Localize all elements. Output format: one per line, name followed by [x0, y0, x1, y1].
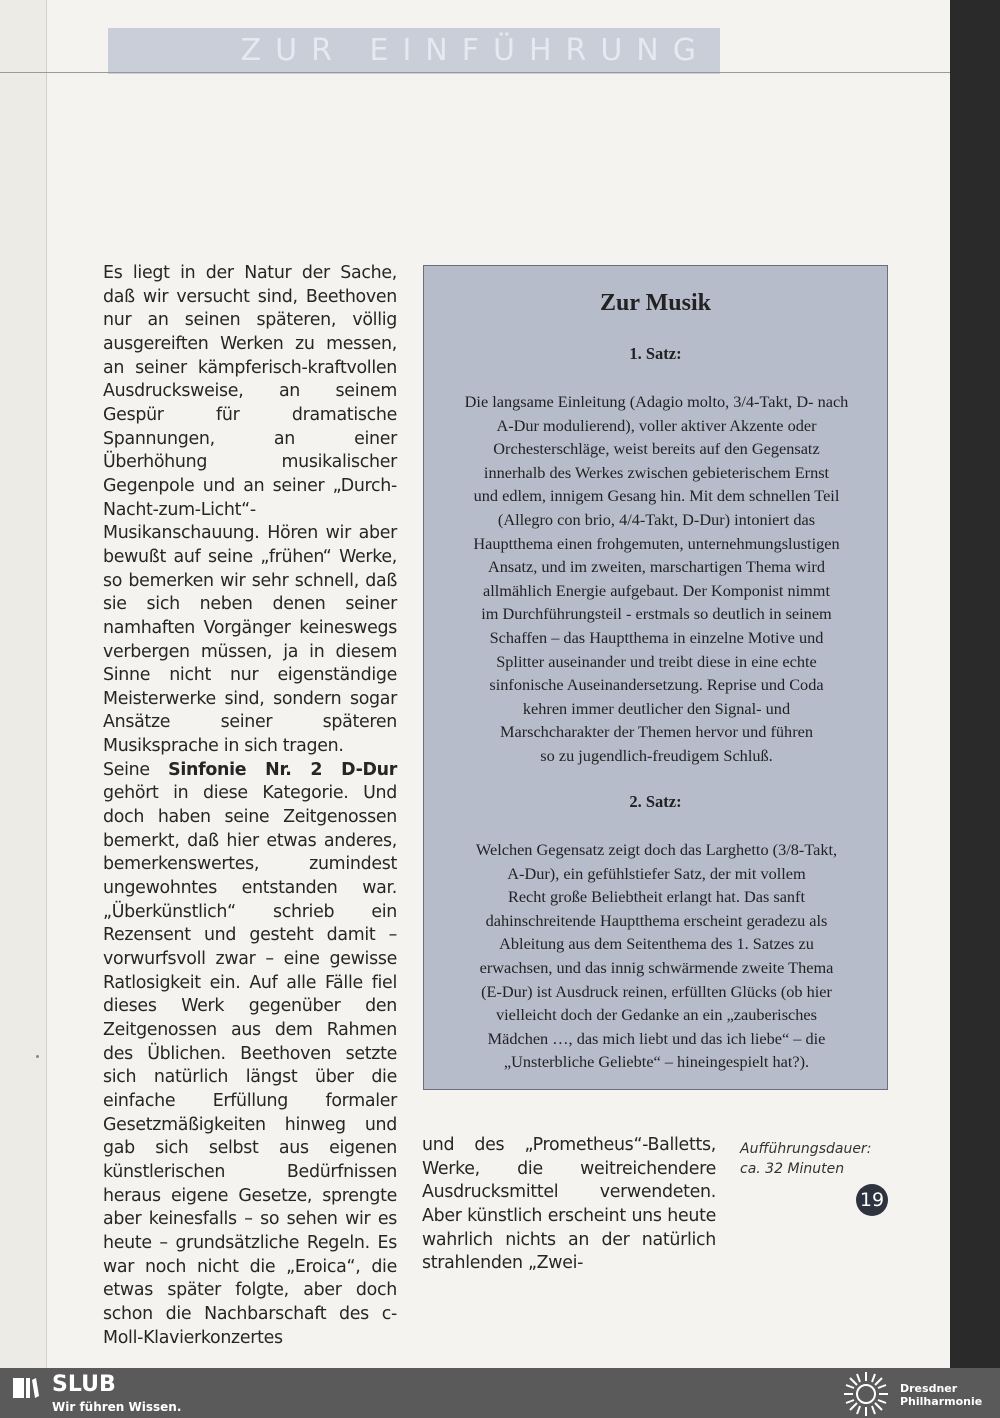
movement-1-line: Hauptthema einen frohgemuten, unternehmungslustigen [473, 533, 840, 553]
movement-1-line: Splitter auseinander und treibt diese in eine echte [496, 651, 817, 671]
right-text-column: und des „Prometheus“-Balletts, Werke, die weitreichendere Ausdrucksmittel verwendeten. Aber künstlich erscheint uns heute wahrlich nichts an der natürlich strahlenden „Zwei- [422, 1135, 716, 1274]
movement-2-line: Welchen Gegensatz zeigt doch das Larghetto (3/8-Takt, [475, 840, 838, 859]
movement-1-line: so zu jugendlich-freudigem Schluß. [540, 745, 773, 765]
movement-1-line: Orchesterschläge, weist bereits auf den Gegensatz [493, 439, 820, 459]
movement-2-heading: 2. Satz: [629, 792, 682, 811]
movement-1-line: Ansatz, und im zweiten, marschartigen Thema wird [488, 557, 825, 577]
duration-label: Aufführungsdauer: [740, 1141, 872, 1157]
philharmonie-sun-icon[interactable] [842, 1370, 890, 1418]
philharmonie-name-line1: Dresdner [900, 1382, 958, 1395]
movement-1-line: im Durchführungsteil - erstmals so deutlich in seinem [481, 604, 832, 624]
movement-1-heading-label: 1. Satz: [629, 344, 682, 363]
movement-2-line: Recht große Beliebtheit erlangt hat. Das sanft [507, 887, 806, 907]
movement-1-line: Schaffen – das Hauptthema in einzelne Motive und [489, 627, 824, 647]
movement-2-line: „Unsterbliche Geliebte“ – hineingespielt hat?). [503, 1052, 810, 1072]
page-number: 19 [856, 1184, 888, 1216]
movement-2-text [438, 838, 875, 1074]
margin-dot [36, 1055, 39, 1058]
duration-value: ca. 32 Minuten [740, 1161, 845, 1177]
box-title: Zur Musik [600, 290, 711, 316]
philharmonie-name-line2: Philharmonie [900, 1395, 983, 1408]
movement-1-line: kehren immer deutlicher den Signal- und [522, 698, 791, 718]
symphony-paragraph [103, 759, 397, 1350]
previous-page-edge [0, 0, 47, 1368]
header-rule [0, 72, 950, 73]
performance-duration [740, 1139, 880, 1179]
running-header: ZUR EINFÜHRUNG [108, 28, 720, 74]
slub-book-icon [12, 1376, 40, 1400]
movement-2-line: Ableitung aus dem Seitenthema des 1. Satzes zu [499, 934, 814, 954]
movement-1-text [438, 390, 875, 768]
symphony-paragraph-start: Seine [103, 759, 169, 780]
movement-1-line: A-Dur modulierend), voller aktiver Akzente oder [496, 415, 817, 435]
movement-2-line: (E-Dur) ist Ausdruck reinen, erfüllten Glücks (ob hier [481, 981, 832, 1001]
symphony-title: Sinfonie Nr. 2 D-Dur [168, 759, 397, 780]
music-info-box [423, 265, 888, 1090]
movement-1-line: (Allegro con brio, 4/4-Takt, D-Dur) intoniert das [497, 509, 816, 529]
slub-logo-text[interactable]: SLUB [52, 1372, 116, 1397]
philharmonie-name [900, 1382, 996, 1408]
movement-1-line: sinfonische Auseinandersetzung. Reprise und Coda [489, 675, 824, 695]
movement-2-line: dahinschreitende Hauptthema erscheint geradezu als [485, 910, 828, 930]
movement-1-line: Die langsame Einleitung (Adagio molto, 3/4-Takt, D- nach [464, 392, 849, 411]
slub-tagline: Wir führen Wissen. [52, 1400, 182, 1414]
left-text-column [103, 262, 397, 1350]
movement-2-line: vielleicht doch der Gedanke an ein „zauberisches [496, 1005, 817, 1025]
intro-paragraph: Es liegt in der Natur der Sache, daß wir versucht sind, Beethoven nur an seinen späteren, völlig ausgereiften Werken zu messen, an seiner kämpferisch-kraftvollen Ausdrucksweise, an seinem Gespür für dramatische Spannungen, an einer Überhöhung musikalischer Gegenpole und an seiner „Durch-Nacht-zum-Licht“-Musikanschauung. Hören wir aber bewußt auf seine „frühen“ Werke, so bemerken wir sehr schnell, daß sie sich neben denen seiner namhaften Vorgänger keineswegs verbergen müssen, ja in diesem Sinne nicht nur eigenständige Meisterwerke sind, sondern sogar Ansätze seiner späteren Musiksprache in sich tragen. [103, 263, 397, 757]
movement-1-line: Marschcharakter der Themen hervor und führen [500, 722, 813, 742]
movement-2-line: erwachsen, und das innig schwärmende zweite Thema [479, 957, 834, 977]
movement-2-line: Mädchen …, das mich liebt und das ich liebe“ – die [487, 1028, 826, 1048]
movement-1-line: und edlem, innigem Gesang hin. Mit dem schnellen Teil [473, 486, 840, 506]
movement-2-line: A-Dur), ein gefühlstiefer Satz, der mit vollem [507, 863, 806, 883]
symphony-paragraph-rest: gehört in diese Kategorie. Und doch haben seine Zeitgenossen bemerkt, daß hier etwas anderes, bemerkenswertes, zumindest ungewohntes entstanden war. „Überkünstlich“ schrieb ein Rezensent und gesteht damit – vorwurfsvoll zwar – eine gewisse Ratlosigkeit ein. Auf alle Fälle fiel dieses Werk gegenüber den Zeitgenossen aus dem Rahmen des Üblichen. Beethoven setzte sich natürlich längst über die einfache Erfüllung formaler Gesetzmäßigkeiten hinweg und gab sich selbst aus eigenen künstlerischen Bedürfnissen heraus eigene Gesetze, sprengte aber keinesfalls – so sehen wir es heute – grundsätzliche Regeln. Es war noch nicht die „Eroica“, die etwas später folgte, aber doch schon die Nachbarschaft des c-Moll-Klavierkonzertes [103, 783, 397, 1348]
movement-1-line: innerhalb des Werkes zwischen gebieterischem Ernst [483, 462, 830, 482]
movement-1-line: allmählich Energie aufgebaut. Der Komponist nimmt [483, 580, 830, 600]
